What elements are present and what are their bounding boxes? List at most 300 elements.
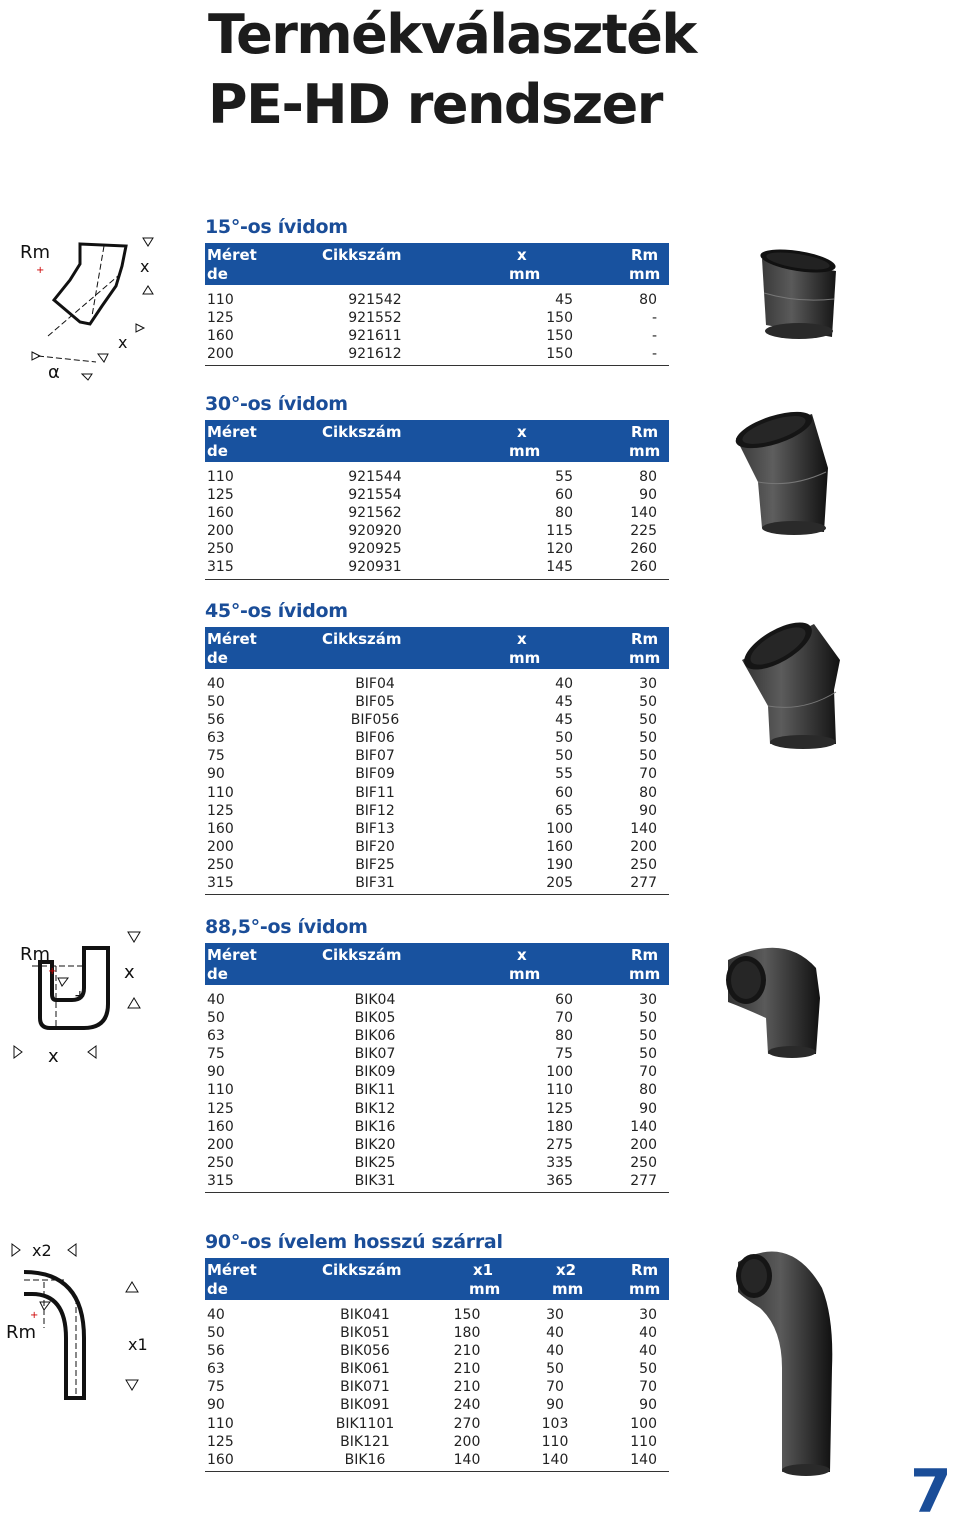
elbow-30-photo [732, 408, 844, 538]
cell-cikkszam: BIK31 [354, 1172, 396, 1189]
table-row [205, 820, 669, 838]
cell-meret: 315 [207, 1172, 234, 1189]
diagram-alpha-label: α [48, 362, 60, 383]
cell-cikkszam: BIF25 [355, 856, 395, 873]
diagram-x2-label: x2 [32, 1241, 52, 1260]
elbow-90-long-photo [730, 1238, 840, 1480]
elbow-88-diagram [12, 928, 162, 1068]
cell-x1: 270 [453, 1415, 481, 1432]
cell-meret: 160 [207, 505, 234, 522]
cell-rm: 90 [639, 1397, 657, 1414]
cell-cikkszam: BIK25 [354, 1154, 396, 1171]
cell-cikkszam: BIK05 [354, 1010, 396, 1027]
cell-cikkszam: BIK16 [354, 1118, 396, 1135]
table-row [205, 558, 669, 576]
cell-x: 335 [546, 1154, 573, 1171]
cell-rm: 70 [639, 766, 657, 783]
cell-cikkszam: BIF31 [355, 875, 395, 892]
table-row [205, 1324, 669, 1342]
cell-rm: - [651, 328, 657, 345]
cell-x: 45 [555, 292, 573, 308]
cell-x1: 210 [453, 1343, 481, 1360]
diagram-x-label-4: x [48, 1046, 59, 1067]
table-row [205, 784, 669, 802]
svg-text:+: + [30, 1310, 39, 1321]
cell-x: 50 [555, 748, 573, 765]
table-header [205, 943, 669, 985]
cell-cikkszam: BIF07 [355, 748, 395, 765]
cell-meret: 200 [207, 523, 234, 540]
table-row [205, 747, 669, 765]
cell-x: 55 [555, 766, 573, 783]
header-x: x [517, 946, 527, 964]
table-row [205, 468, 669, 486]
cell-meret: 125 [207, 1100, 234, 1117]
table-row [205, 1027, 669, 1045]
cell-cikkszam: BIK061 [340, 1361, 390, 1378]
cell-cikkszam: 921611 [348, 328, 402, 345]
elbow-15-diagram [18, 236, 168, 386]
cell-cikkszam: BIF056 [350, 712, 400, 729]
cell-rm: 50 [639, 748, 657, 765]
table-row [205, 1045, 669, 1063]
cell-meret: 63 [207, 1028, 225, 1045]
title-line-2: PE-HD rendszer [208, 73, 662, 136]
cell-meret: 160 [207, 1451, 234, 1468]
cell-cikkszam: BIK20 [354, 1136, 396, 1153]
table-bottom-rule [205, 365, 669, 366]
table-header [205, 627, 669, 669]
cell-rm: 30 [639, 676, 657, 692]
table-row [205, 802, 669, 820]
cell-cikkszam: BIF12 [355, 802, 395, 819]
cell-meret: 63 [207, 1361, 225, 1378]
table-row [205, 522, 669, 540]
cell-meret: 50 [207, 1325, 225, 1342]
header-rm-unit: mm [629, 442, 661, 460]
cell-meret: 250 [207, 541, 234, 558]
cell-x: 50 [555, 730, 573, 747]
cell-x: 100 [546, 820, 573, 837]
cell-cikkszam: BIF09 [355, 766, 395, 783]
header-x: x [517, 630, 527, 648]
diagram-x-label-2: x [118, 333, 128, 352]
table-row [205, 693, 669, 711]
cell-rm: - [651, 346, 657, 363]
header-x1: x1 [473, 1261, 494, 1279]
table-header [205, 243, 669, 285]
cell-x: 110 [546, 1082, 573, 1099]
cell-rm: 277 [630, 875, 657, 892]
cell-cikkszam: 921554 [348, 487, 402, 504]
section-title: 45°-os ívidom [205, 600, 348, 622]
cell-meret: 75 [207, 1046, 225, 1063]
cell-meret: 56 [207, 712, 225, 729]
cell-meret: 40 [207, 676, 225, 692]
table-bottom-rule [205, 579, 669, 580]
cell-meret: 40 [207, 992, 225, 1008]
header-rm: Rm [631, 946, 659, 964]
cell-x1: 140 [453, 1451, 481, 1468]
page-number: 7 [910, 1457, 952, 1525]
cell-x: 180 [546, 1118, 573, 1135]
diagram-x1-label: x1 [128, 1335, 148, 1354]
cell-rm: 100 [630, 1415, 657, 1432]
cell-meret: 110 [207, 292, 234, 308]
cell-x: 40 [555, 676, 573, 692]
cell-rm: 40 [639, 1325, 657, 1342]
header-rm-unit: mm [629, 649, 661, 667]
table-row [205, 1433, 669, 1451]
cell-x: 60 [555, 784, 573, 801]
table-row [205, 1063, 669, 1081]
cell-x: 60 [555, 992, 573, 1008]
cell-rm: 260 [630, 559, 657, 576]
section-30-elbow [205, 391, 669, 580]
cell-rm: 80 [639, 1082, 657, 1099]
table-row [205, 729, 669, 747]
cell-meret: 160 [207, 820, 234, 837]
header-de: de [207, 265, 228, 283]
cell-rm: 80 [639, 469, 657, 485]
cell-cikkszam: BIF06 [355, 730, 395, 747]
cell-meret: 125 [207, 802, 234, 819]
header-de: de [207, 442, 228, 460]
header-rm: Rm [631, 246, 659, 264]
cell-cikkszam: BIF11 [355, 784, 395, 801]
table-row [205, 1009, 669, 1027]
cell-rm: 50 [639, 730, 657, 747]
table-row [205, 1100, 669, 1118]
cell-x: 275 [546, 1136, 573, 1153]
cell-cikkszam: 920920 [348, 523, 402, 540]
cell-rm: 90 [639, 1100, 657, 1117]
section-title: 90°-os ívelem hosszú szárral [205, 1231, 503, 1253]
cell-x: 190 [546, 856, 573, 873]
cell-x1: 210 [453, 1361, 481, 1378]
header-cikkszam: Cikkszám [322, 630, 402, 648]
cell-rm: 30 [639, 1307, 657, 1323]
table-bottom-rule [205, 1192, 669, 1193]
table-row [205, 838, 669, 856]
cell-rm: 140 [630, 1118, 657, 1135]
cell-cikkszam: BIK091 [340, 1397, 390, 1414]
cell-rm: 140 [630, 820, 657, 837]
header-meret: Méret [207, 946, 257, 964]
cell-cikkszam: BIK11 [354, 1082, 396, 1099]
cell-meret: 50 [207, 694, 225, 711]
diagram-rm-label-3: Rm [6, 1322, 37, 1343]
table-row [205, 1415, 669, 1433]
cell-x1: 150 [453, 1307, 481, 1323]
elbow-45-photo [736, 620, 848, 750]
cell-cikkszam: BIK12 [354, 1100, 396, 1117]
cell-x2: 103 [541, 1415, 569, 1432]
cell-meret: 110 [207, 469, 234, 485]
svg-text:+: + [74, 988, 86, 1004]
cell-cikkszam: BIK09 [354, 1064, 396, 1081]
cell-meret: 125 [207, 1433, 234, 1450]
cell-x: 55 [555, 469, 573, 485]
cell-x: 70 [555, 1010, 573, 1027]
cell-cikkszam: BIK1101 [335, 1415, 395, 1432]
table-row [205, 1396, 669, 1414]
cell-meret: 315 [207, 875, 234, 892]
svg-text:+: + [36, 265, 45, 276]
header-rm: Rm [631, 1261, 659, 1279]
section-15-elbow [205, 214, 669, 366]
cell-x2: 140 [541, 1451, 569, 1468]
table-row [205, 309, 669, 327]
cell-rm: 110 [630, 1433, 657, 1450]
cell-x2: 90 [546, 1397, 564, 1414]
cell-cikkszam: BIK056 [340, 1343, 390, 1360]
table-row [205, 327, 669, 345]
page-title [208, 0, 768, 140]
header-rm-unit: mm [629, 965, 661, 983]
cell-x: 60 [555, 487, 573, 504]
cell-x: 75 [555, 1046, 573, 1063]
cell-rm: - [651, 310, 657, 327]
header-x: x [517, 246, 527, 264]
cell-cikkszam: 920931 [348, 559, 402, 576]
cell-x2: 40 [546, 1325, 564, 1342]
cell-rm: 70 [639, 1064, 657, 1081]
header-rm-unit: mm [629, 1280, 661, 1298]
cell-rm: 50 [639, 1028, 657, 1045]
cell-cikkszam: BIK041 [340, 1307, 390, 1323]
cell-cikkszam: BIF04 [355, 676, 395, 692]
cell-rm: 50 [639, 694, 657, 711]
cell-x: 80 [555, 505, 573, 522]
table-row [205, 1451, 669, 1469]
cell-x: 150 [546, 310, 573, 327]
table-row [205, 486, 669, 504]
cell-rm: 250 [630, 1154, 657, 1171]
cell-meret: 90 [207, 1397, 225, 1414]
elbow-88-photo [724, 938, 828, 1060]
title-line-1: Termékválaszték [208, 3, 696, 66]
cell-cikkszam: BIK04 [354, 992, 396, 1008]
cell-x: 365 [546, 1172, 573, 1189]
header-meret: Méret [207, 423, 257, 441]
cell-x: 115 [546, 523, 573, 540]
table-row [205, 765, 669, 783]
cell-meret: 75 [207, 1379, 225, 1396]
header-x2: x2 [556, 1261, 577, 1279]
cell-rm: 50 [639, 1361, 657, 1378]
cell-rm: 200 [630, 838, 657, 855]
cell-cikkszam: BIK121 [340, 1433, 390, 1450]
cell-rm: 50 [639, 1010, 657, 1027]
header-cikkszam: Cikkszám [322, 946, 402, 964]
cell-x2: 110 [541, 1433, 569, 1450]
cell-rm: 50 [639, 712, 657, 729]
cell-meret: 75 [207, 748, 225, 765]
cell-x: 100 [546, 1064, 573, 1081]
table-row [205, 1136, 669, 1154]
cell-meret: 110 [207, 1415, 234, 1432]
header-meret: Méret [207, 246, 257, 264]
header-x-unit: mm [509, 649, 541, 667]
cell-rm: 70 [639, 1379, 657, 1396]
header-rm: Rm [631, 630, 659, 648]
cell-x: 150 [546, 328, 573, 345]
table-row [205, 1360, 669, 1378]
cell-rm: 200 [630, 1136, 657, 1153]
header-cikkszam: Cikkszám [322, 1261, 402, 1279]
cell-x: 80 [555, 1028, 573, 1045]
header-x-unit: mm [509, 965, 541, 983]
cell-x: 65 [555, 802, 573, 819]
cell-x: 120 [546, 541, 573, 558]
diagram-rm-label: Rm [20, 242, 51, 263]
table-row [205, 504, 669, 522]
header-x-unit: mm [509, 265, 541, 283]
elbow-90-long-diagram [4, 1238, 154, 1404]
header-rm-unit: mm [629, 265, 661, 283]
section-title: 15°-os ívidom [205, 216, 348, 238]
diagram-x-label: x [140, 257, 150, 276]
table-row [205, 1378, 669, 1396]
cell-rm: 50 [639, 1046, 657, 1063]
section-title: 88,5°-os ívidom [205, 916, 368, 938]
table-row [205, 1154, 669, 1172]
cell-meret: 110 [207, 1082, 234, 1099]
section-90-long-elbow [205, 1229, 669, 1472]
cell-cikkszam: 921542 [348, 292, 402, 308]
cell-rm: 30 [639, 992, 657, 1008]
cell-x1: 200 [453, 1433, 481, 1450]
table-row [205, 1342, 669, 1360]
cell-x1: 240 [453, 1397, 481, 1414]
cell-x: 125 [546, 1100, 573, 1117]
cell-x2: 50 [546, 1361, 564, 1378]
table-row [205, 991, 669, 1009]
header-x-unit: mm [509, 442, 541, 460]
table-header [205, 420, 669, 462]
cell-x: 145 [546, 559, 573, 576]
section-88-elbow [205, 914, 669, 1193]
cell-cikkszam: 921552 [348, 310, 402, 327]
cell-rm: 225 [630, 523, 657, 540]
cell-meret: 125 [207, 310, 234, 327]
cell-x1: 210 [453, 1379, 481, 1396]
elbow-15-photo [752, 245, 848, 345]
section-title: 30°-os ívidom [205, 393, 348, 415]
cell-rm: 80 [639, 292, 657, 308]
header-x: x [517, 423, 527, 441]
table-bottom-rule [205, 894, 669, 895]
cell-cikkszam: 921562 [348, 505, 402, 522]
cell-cikkszam: 921544 [348, 469, 402, 485]
table-bottom-rule [205, 1471, 669, 1472]
table-header [205, 1258, 669, 1300]
header-cikkszam: Cikkszám [322, 246, 402, 264]
header-meret: Méret [207, 630, 257, 648]
cell-x1: 180 [453, 1325, 481, 1342]
cell-rm: 140 [630, 505, 657, 522]
cell-meret: 56 [207, 1343, 225, 1360]
table-row [205, 874, 669, 892]
table-row [205, 1118, 669, 1136]
header-x2-unit: mm [552, 1280, 584, 1298]
cell-cikkszam: BIK051 [340, 1325, 390, 1342]
cell-meret: 200 [207, 346, 234, 363]
cell-meret: 200 [207, 838, 234, 855]
cell-x: 45 [555, 694, 573, 711]
cell-x2: 70 [546, 1379, 564, 1396]
table-row [205, 291, 669, 309]
table-row [205, 540, 669, 558]
table-row [205, 675, 669, 693]
cell-x: 160 [546, 838, 573, 855]
cell-cikkszam: 921612 [348, 346, 402, 363]
cell-cikkszam: BIF20 [355, 838, 395, 855]
cell-meret: 250 [207, 1154, 234, 1171]
cell-cikkszam: BIF05 [355, 694, 395, 711]
diagram-x-label-3: x [124, 962, 135, 983]
cell-meret: 200 [207, 1136, 234, 1153]
cell-meret: 250 [207, 856, 234, 873]
cell-meret: 125 [207, 487, 234, 504]
cell-cikkszam: BIK06 [354, 1028, 396, 1045]
cell-meret: 90 [207, 766, 225, 783]
cell-meret: 50 [207, 1010, 225, 1027]
cell-rm: 90 [639, 802, 657, 819]
header-x1-unit: mm [469, 1280, 501, 1298]
cell-cikkszam: 920925 [348, 541, 402, 558]
cell-x2: 40 [546, 1343, 564, 1360]
cell-meret: 110 [207, 784, 234, 801]
cell-cikkszam: BIK071 [340, 1379, 390, 1396]
cell-meret: 160 [207, 1118, 234, 1135]
svg-text:+: + [48, 966, 57, 977]
section-45-elbow [205, 598, 669, 895]
header-rm: Rm [631, 423, 659, 441]
table-row [205, 1081, 669, 1099]
cell-rm: 260 [630, 541, 657, 558]
cell-x: 45 [555, 712, 573, 729]
cell-rm: 140 [630, 1451, 657, 1468]
header-de: de [207, 649, 228, 667]
cell-meret: 90 [207, 1064, 225, 1081]
cell-cikkszam: BIK16 [344, 1451, 386, 1468]
cell-x2: 30 [546, 1307, 564, 1323]
table-row [205, 856, 669, 874]
header-meret: Méret [207, 1261, 257, 1279]
header-de: de [207, 965, 228, 983]
cell-x: 205 [546, 875, 573, 892]
diagram-rm-label-2: Rm [20, 944, 51, 965]
cell-meret: 160 [207, 328, 234, 345]
cell-cikkszam: BIF13 [355, 820, 395, 837]
cell-rm: 250 [630, 856, 657, 873]
table-row [205, 1306, 669, 1324]
cell-rm: 277 [630, 1172, 657, 1189]
table-row [205, 711, 669, 729]
table-row [205, 1172, 669, 1190]
table-row [205, 345, 669, 363]
cell-meret: 315 [207, 559, 234, 576]
header-de: de [207, 1280, 228, 1298]
cell-rm: 80 [639, 784, 657, 801]
cell-rm: 40 [639, 1343, 657, 1360]
cell-rm: 90 [639, 487, 657, 504]
header-cikkszam: Cikkszám [322, 423, 402, 441]
cell-x: 150 [546, 346, 573, 363]
cell-meret: 63 [207, 730, 225, 747]
